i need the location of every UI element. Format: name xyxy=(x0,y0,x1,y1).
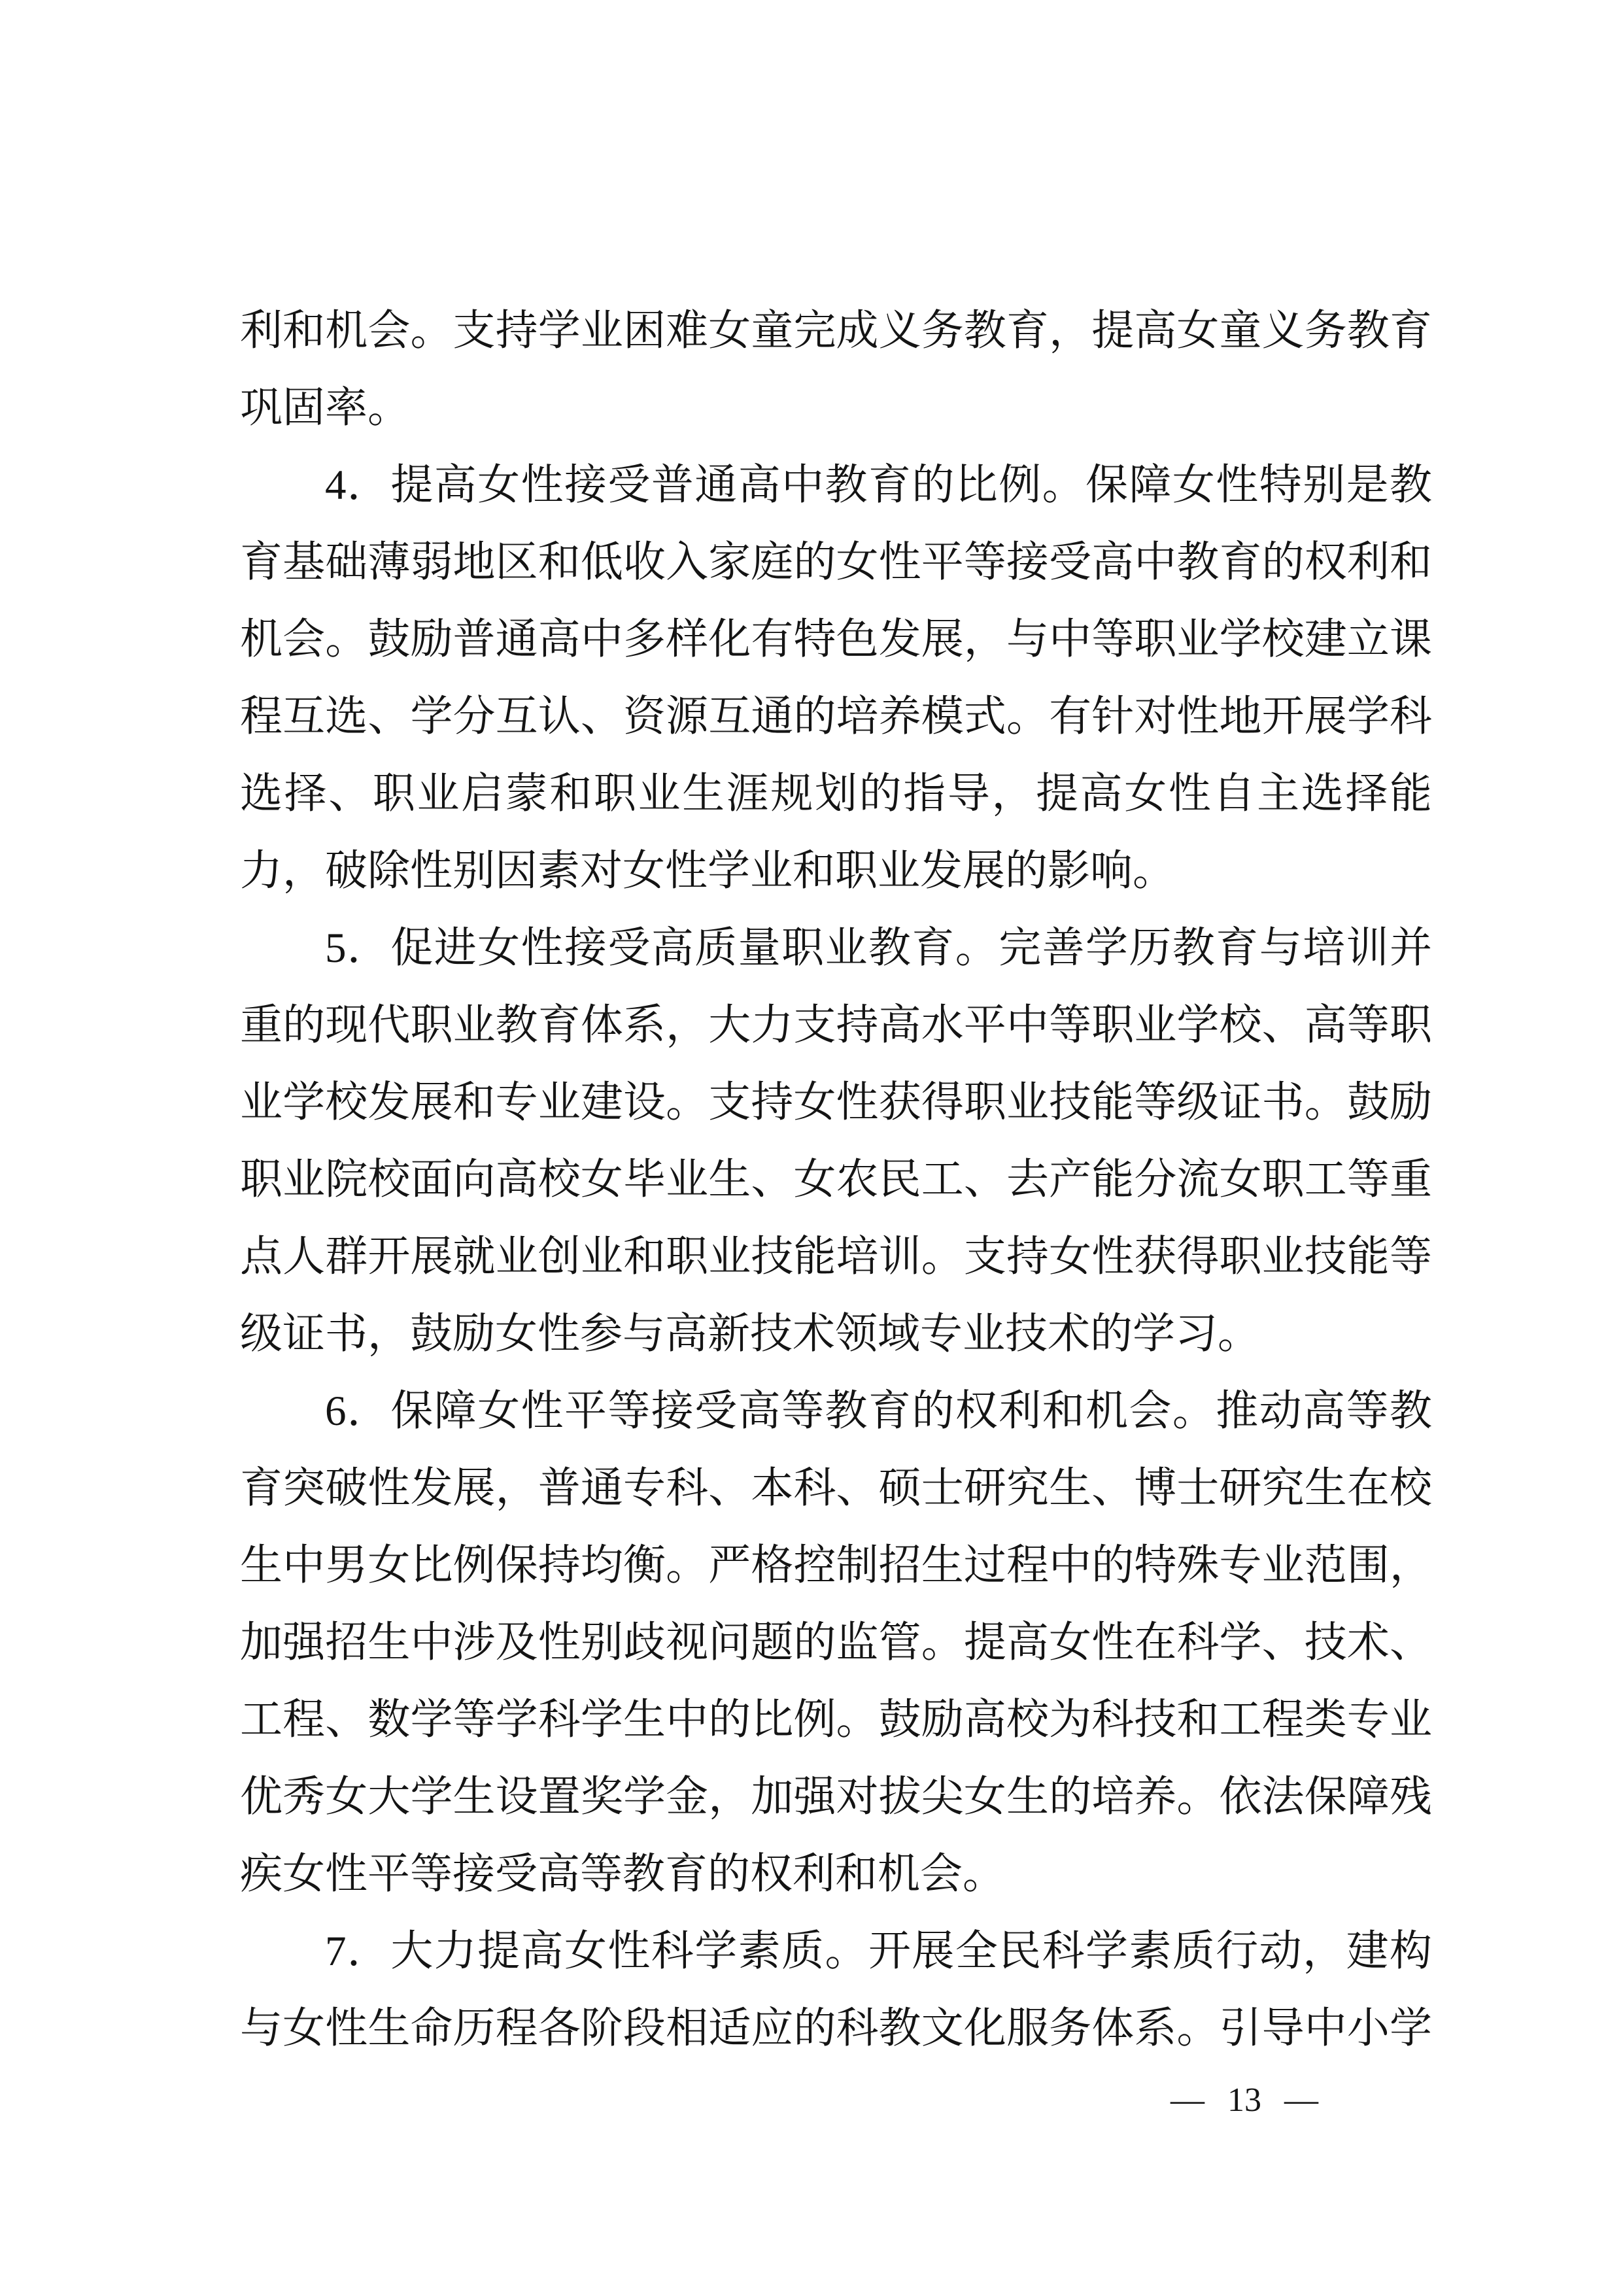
text-line: 业学校发展和专业建设。支持女性获得职业技能等级证书。鼓励 xyxy=(240,1079,1432,1126)
text-line: 职业院校面向高校女毕业生、女农民工、去产能分流女职工等重 xyxy=(240,1156,1432,1203)
text-line: 5．促进女性接受高质量职业教育。完善学历教育与培训并 xyxy=(325,925,1432,972)
text-line: 育基础薄弱地区和低收入家庭的女性平等接受高中教育的权利和 xyxy=(240,539,1432,586)
text-line: 与女性生命历程各阶段相适应的科教文化服务体系。引导中小学 xyxy=(240,2005,1432,2052)
text-line: 7．大力提高女性科学素质。开展全民科学素质行动，建构 xyxy=(325,1928,1432,1975)
text-line: 重的现代职业教育体系，大力支持高水平中等职业学校、高等职 xyxy=(240,1002,1432,1049)
text-line: 点人群开展就业创业和职业技能培训。支持女性获得职业技能等 xyxy=(240,1233,1432,1280)
text-line: 疾女性平等接受高等教育的权利和机会。 xyxy=(240,1851,1006,1898)
text-line: 加强招生中涉及性别歧视问题的监管。提高女性在科学、技术、 xyxy=(240,1619,1432,1666)
text-line: 级证书，鼓励女性参与高新技术领域专业技术的学习。 xyxy=(240,1311,1261,1358)
text-line: 力，破除性别因素对女性学业和职业发展的影响。 xyxy=(240,848,1176,895)
text-line: 巩固率。 xyxy=(240,385,411,432)
text-line: 工程、数学等学科学生中的比例。鼓励高校为科技和工程类专业 xyxy=(240,1696,1432,1743)
text-line: 选择、职业启蒙和职业生涯规划的指导，提高女性自主选择能 xyxy=(240,770,1432,817)
text-line: 生中男女比例保持均衡。严格控制招生过程中的特殊专业范围， xyxy=(240,1542,1432,1589)
body-text xyxy=(240,292,1432,2067)
text-line: 优秀女大学生设置奖学金，加强对拔尖女生的培养。依法保障残 xyxy=(240,1773,1432,1821)
text-line: 利和机会。支持学业困难女童完成义务教育，提高女童义务教育 xyxy=(240,307,1432,354)
text-line: 机会。鼓励普通高中多样化有特色发展，与中等职业学校建立课 xyxy=(240,616,1432,663)
text-line: 程互选、学分互认、资源互通的培养模式。有针对性地开展学科 xyxy=(240,693,1432,740)
page-number: — 13 — xyxy=(1170,2082,1318,2119)
text-line: 6．保障女性平等接受高等教育的权利和机会。推动高等教 xyxy=(325,1388,1432,1435)
text-line: 育突破性发展，普通专科、本科、硕士研究生、博士研究生在校 xyxy=(240,1465,1432,1512)
text-line: 4．提高女性接受普通高中教育的比例。保障女性特别是教 xyxy=(325,462,1432,509)
